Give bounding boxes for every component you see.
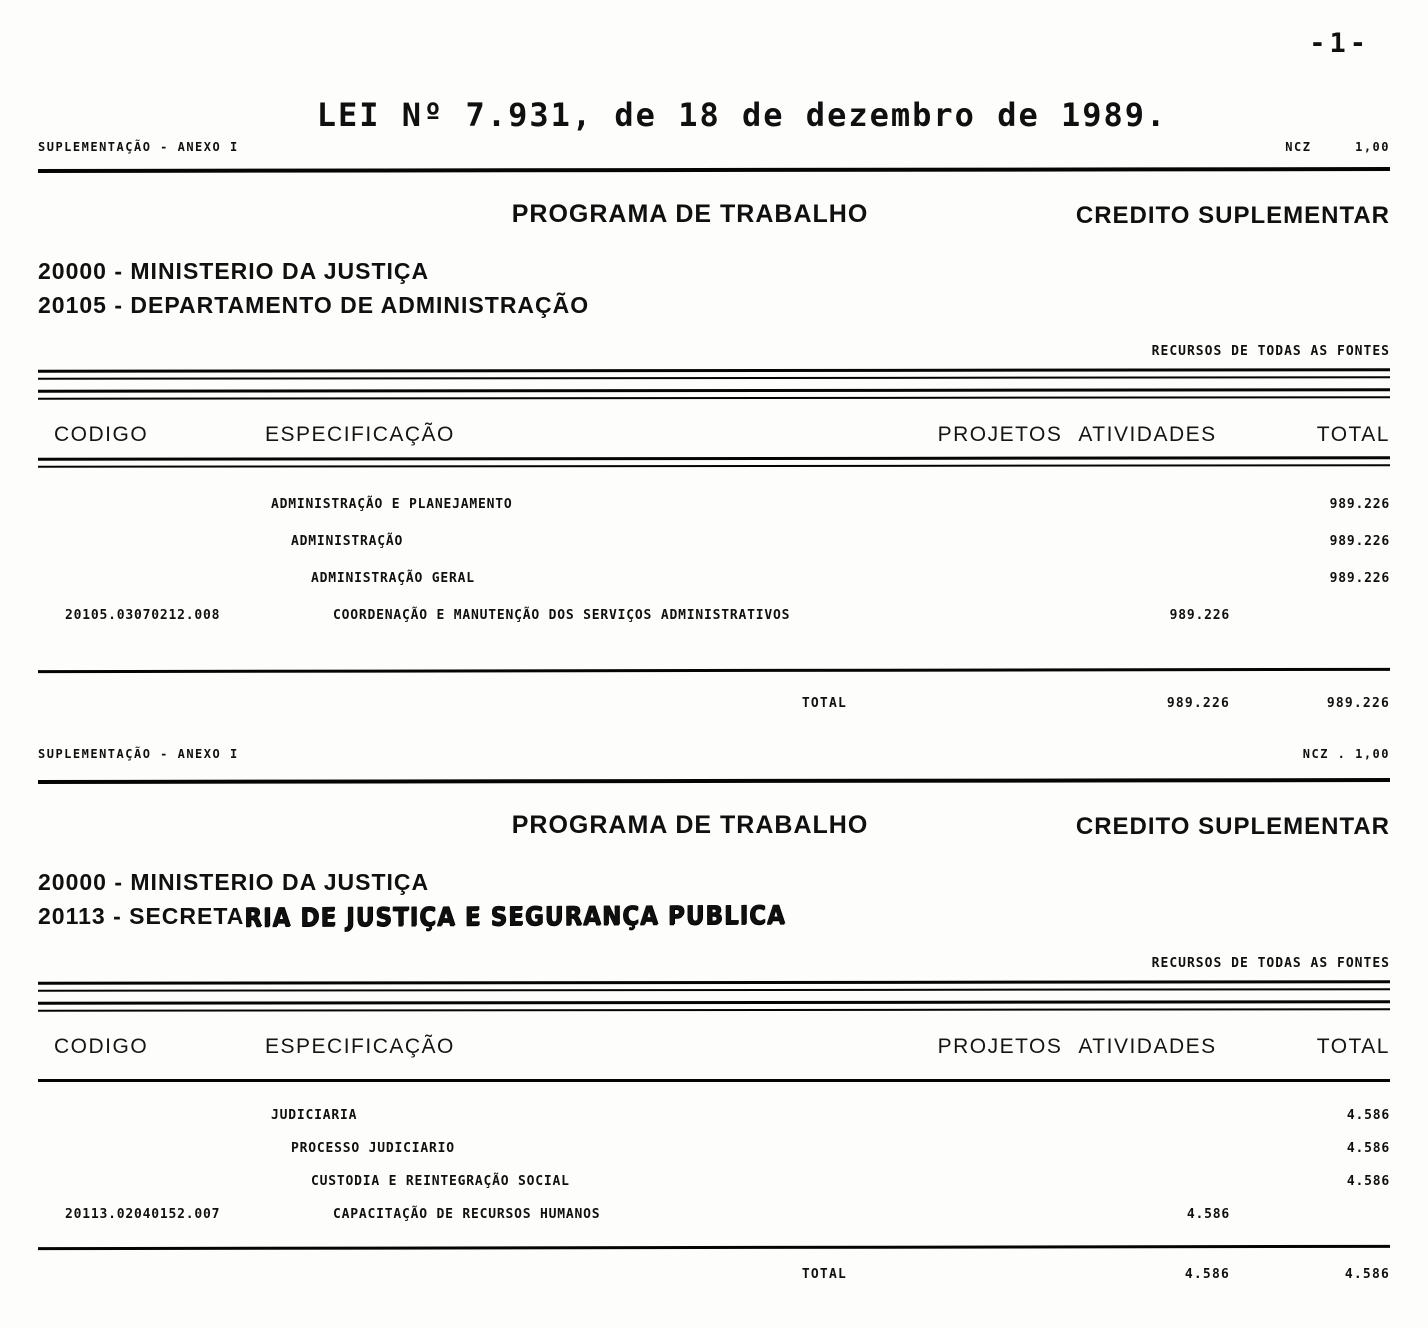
table-row xyxy=(38,1174,1390,1189)
org-code-line-2-prefix: 20113 - SECRETA xyxy=(38,903,245,929)
org-code-line-2 xyxy=(38,899,1390,934)
cell-total: 4.586 xyxy=(1344,1267,1390,1282)
horizontal-rule xyxy=(38,388,1390,399)
credit-title: CREDITO SUPLEMENTAR xyxy=(1075,813,1390,840)
horizontal-rule xyxy=(38,1000,1390,1011)
annex-label: SUPLEMENTAÇÃO - ANEXO I xyxy=(38,140,239,154)
document-title: LEI Nº 7.931, de 18 de dezembro de 1989. xyxy=(316,96,1168,134)
table-row xyxy=(38,1207,1390,1222)
cell-especificacao: ADMINISTRAÇÃO xyxy=(291,534,404,549)
column-header-especificacao: ESPECIFICAÇÃO xyxy=(265,423,455,446)
table-total-row xyxy=(38,1267,1390,1282)
program-title: PROGRAMA DE TRABALHO xyxy=(511,811,869,839)
column-header-total: TOTAL xyxy=(1316,423,1390,446)
page-number: -1- xyxy=(1309,28,1370,59)
resources-label: RECURSOS DE TODAS AS FONTES xyxy=(1151,956,1390,971)
table-row xyxy=(38,608,1390,623)
table-row xyxy=(38,1141,1390,1156)
column-header-especificacao: ESPECIFICAÇÃO xyxy=(265,1035,455,1058)
total-label: TOTAL xyxy=(801,696,847,711)
horizontal-rule xyxy=(38,980,1390,991)
horizontal-rule xyxy=(38,1079,1390,1082)
horizontal-rule xyxy=(38,456,1390,467)
currency-label: NCZ . 1,00 xyxy=(1302,747,1390,761)
annex-section-2 xyxy=(38,747,1390,1282)
org-code-line-2: 20105 - DEPARTAMENTO DE ADMINISTRAÇÃO xyxy=(38,292,590,318)
table-row xyxy=(38,571,1390,586)
org-code-line-1: 20000 - MINISTERIO DA JUSTIÇA xyxy=(38,869,430,895)
cell-total: 4.586 xyxy=(1346,1108,1390,1123)
column-header-codigo: CODIGO xyxy=(54,423,149,446)
org-code-line-2-overprint: RIA DE JUSTIÇA E SEGURANÇA PUBLICA xyxy=(244,901,786,933)
table-body xyxy=(38,1108,1390,1222)
currency-label: NCZ 1,00 xyxy=(1285,140,1390,154)
column-header-projetos: PROJETOS xyxy=(937,1035,1063,1058)
program-header-row xyxy=(38,200,1390,230)
credit-title: CREDITO SUPLEMENTAR xyxy=(1075,202,1390,229)
cell-especificacao: ADMINISTRAÇÃO GERAL xyxy=(311,571,475,586)
cell-especificacao: CUSTODIA E REINTEGRAÇÃO SOCIAL xyxy=(311,1174,570,1189)
cell-atividades: 989.226 xyxy=(1169,608,1230,623)
column-header-codigo: CODIGO xyxy=(54,1035,149,1058)
cell-atividades: 4.586 xyxy=(1184,1267,1230,1282)
org-code-lines xyxy=(38,254,1390,322)
cell-total: 989.226 xyxy=(1329,534,1390,549)
cell-total: 989.226 xyxy=(1329,571,1390,586)
table-header-row xyxy=(38,1035,1390,1059)
cell-atividades: 989.226 xyxy=(1166,696,1230,711)
program-title: PROGRAMA DE TRABALHO xyxy=(511,200,869,228)
table-row xyxy=(38,1108,1390,1123)
program-header-row xyxy=(38,811,1390,841)
annex-header-row xyxy=(38,747,1390,761)
horizontal-rule xyxy=(38,1245,1390,1250)
cell-especificacao: COORDENAÇÃO E MANUTENÇÃO DOS SERVIÇOS ADMINISTRATIVOS xyxy=(333,608,791,623)
horizontal-rule xyxy=(38,778,1390,784)
annex-section-1 xyxy=(38,140,1390,711)
cell-especificacao: JUDICIARIA xyxy=(271,1108,358,1123)
cell-atividades: 4.586 xyxy=(1186,1207,1230,1222)
cell-total: 4.586 xyxy=(1346,1141,1390,1156)
cell-total: 4.586 xyxy=(1346,1174,1390,1189)
column-header-atividades: ATIVIDADES xyxy=(1078,1035,1217,1058)
table-body xyxy=(38,497,1390,623)
resources-label: RECURSOS DE TODAS AS FONTES xyxy=(1151,344,1390,359)
column-header-atividades: ATIVIDADES xyxy=(1078,423,1217,446)
table-total-row xyxy=(38,696,1390,711)
cell-codigo: 20113.02040152.007 xyxy=(65,1207,221,1222)
horizontal-rule xyxy=(38,368,1390,379)
cell-especificacao: PROCESSO JUDICIARIO xyxy=(291,1141,455,1156)
table-row xyxy=(38,534,1390,549)
org-code-line-1: 20000 - MINISTERIO DA JUSTIÇA xyxy=(38,258,430,284)
column-header-total: TOTAL xyxy=(1316,1035,1390,1058)
total-label: TOTAL xyxy=(801,1267,847,1282)
cell-especificacao: ADMINISTRAÇÃO E PLANEJAMENTO xyxy=(271,497,513,512)
cell-total: 989.226 xyxy=(1329,497,1390,512)
org-code-lines xyxy=(38,865,1390,934)
cell-codigo: 20105.03070212.008 xyxy=(65,608,221,623)
cell-total: 989.226 xyxy=(1326,696,1390,711)
column-header-projetos: PROJETOS xyxy=(937,423,1063,446)
table-row xyxy=(38,497,1390,512)
annex-header-row xyxy=(38,140,1390,154)
horizontal-rule xyxy=(38,167,1390,173)
cell-especificacao: CAPACITAÇÃO DE RECURSOS HUMANOS xyxy=(333,1207,601,1222)
table-header-row xyxy=(38,423,1390,447)
horizontal-rule xyxy=(38,668,1390,673)
annex-label: SUPLEMENTAÇÃO - ANEXO I xyxy=(38,747,239,761)
